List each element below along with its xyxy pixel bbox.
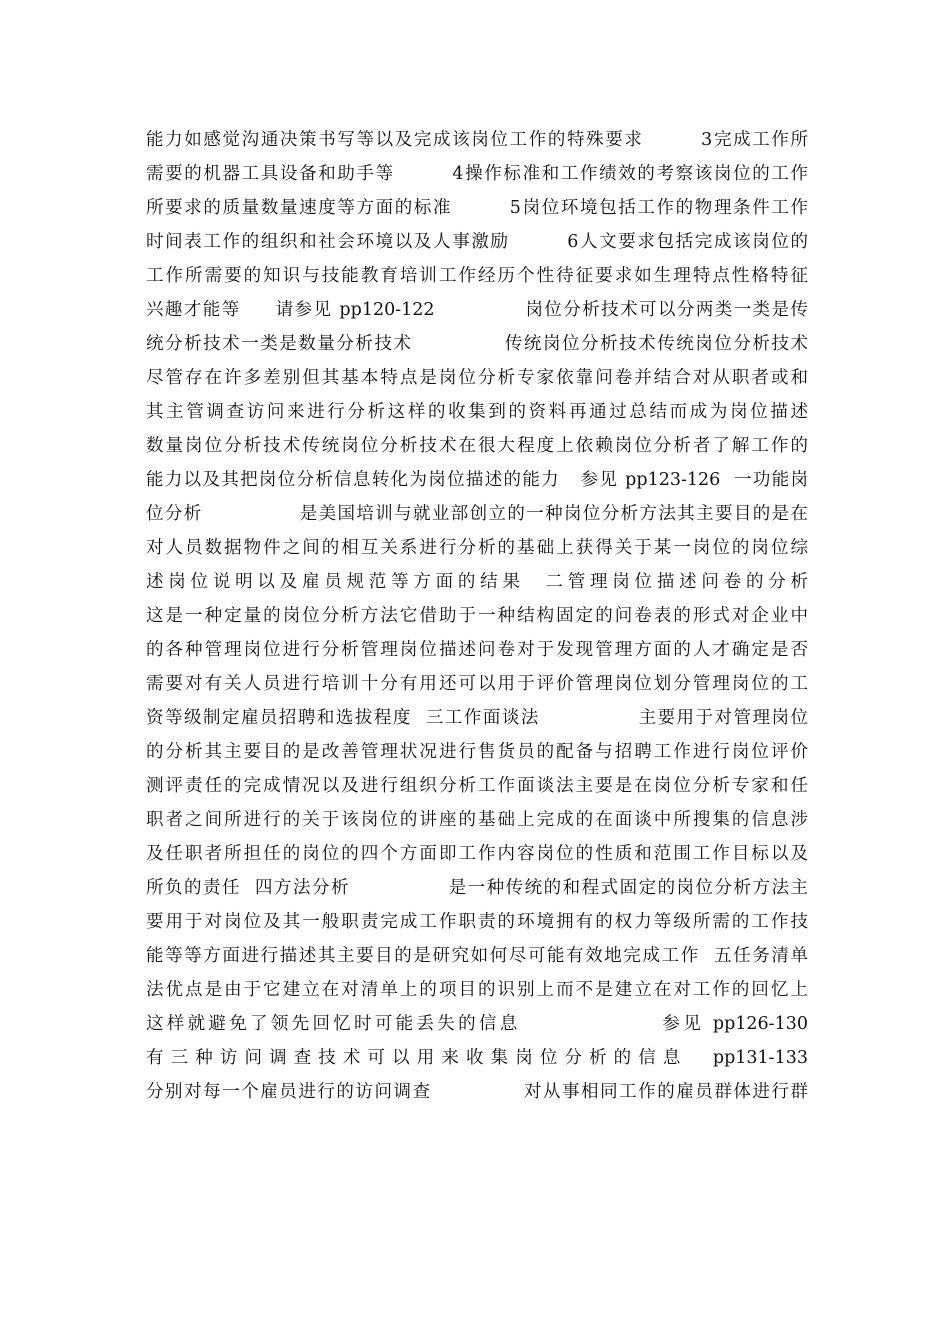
- text-line: 尽管存在许多差别但其基本特点是岗位分析专家依靠问卷并结合对从职者或和: [146, 368, 808, 388]
- text-line: 统分析技术一类是数量分析技术 传统岗位分析技术传统岗位分析技术: [146, 334, 808, 354]
- text-line: 述岗位说明以及雇员规范等方面的结果 二管理岗位描述问卷的分析: [146, 572, 808, 592]
- text-line: 工作所需要的知识与技能教育培训工作经历个性待征要求如生理特点性格特征: [146, 266, 808, 286]
- text-line: 分别对每一个雇员进行的访问调查 对从事相同工作的雇员群体进行群: [146, 1082, 808, 1102]
- text-line: 测评责任的完成情况以及进行组织分析工作面谈法主要是在岗位分析专家和任: [146, 776, 808, 796]
- text-line: 能等等方面进行描述其主要目的是研究如何尽可能有效地完成工作 五任务清单: [146, 946, 808, 966]
- text-line: 兴趣才能等 请参见 pp120-122 岗位分析技术可以分两类一类是传: [146, 300, 808, 320]
- text-line: 的各种管理岗位进行分析管理岗位描述问卷对于发现管理方面的人才确定是否: [146, 640, 808, 660]
- text-line: 其主管调查访问来进行分析这样的收集到的资料再通过总结而成为岗位描述: [146, 402, 808, 422]
- text-line: 有三种访问调查技术可以用来收集岗位分析的信息 pp131-133: [146, 1048, 808, 1068]
- text-line: 及任职者所担任的岗位的四个方面即工作内容岗位的性质和范围工作目标以及: [146, 844, 808, 864]
- text-line: 要用于对岗位及其一般职责完成工作职责的环境拥有的权力等级所需的工作技: [146, 912, 808, 932]
- text-line: 的分析其主要目的是改善管理状况进行售货员的配备与招聘工作进行岗位评价: [146, 742, 808, 762]
- text-line: 职者之间所进行的关于该岗位的讲座的基础上完成的在面谈中所搜集的信息涉: [146, 810, 808, 830]
- text-line: 能力如感觉沟通决策书写等以及完成该岗位工作的特殊要求 3完成工作所: [146, 130, 808, 150]
- text-line: 资等级制定雇员招聘和选拔程度 三工作面谈法 主要用于对管理岗位: [146, 708, 808, 728]
- text-line: 位分析 是美国培训与就业部创立的一种岗位分析方法其主要目的是在: [146, 504, 808, 524]
- text-line: 对人员数据物件之间的相互关系进行分析的基础上获得关于某一岗位的岗位综: [146, 538, 808, 558]
- text-line: 能力以及其把岗位分析信息转化为岗位描述的能力 参见 pp123-126 一功能岗: [146, 470, 808, 490]
- body-text: [146, 123, 808, 1109]
- text-line: 所负的责任 四方法分析 是一种传统的和程式固定的岗位分析方法主: [146, 878, 808, 898]
- text-line: 法优点是由于它建立在对清单上的项目的识别上而不是建立在对工作的回忆上: [146, 980, 808, 1000]
- text-line: 需要对有关人员进行培训十分有用还可以用于评价管理岗位划分管理岗位的工: [146, 674, 808, 694]
- text-line: 需要的机器工具设备和助手等 4操作标准和工作绩效的考察该岗位的工作: [146, 164, 808, 184]
- text-line: 数量岗位分析技术传统岗位分析技术在很大程度上依赖岗位分析者了解工作的: [146, 436, 808, 456]
- text-line: 这是一种定量的岗位分析方法它借助于一种结构固定的问卷表的形式对企业中: [146, 606, 808, 626]
- text-line: 时间表工作的组织和社会环境以及人事激励 6人文要求包括完成该岗位的: [146, 232, 808, 252]
- text-line: 这样就避免了领先回忆时可能丢失的信息 参见 pp126-130: [146, 1014, 808, 1034]
- text-line: 所要求的质量数量速度等方面的标准 5岗位环境包括工作的物理条件工作: [146, 198, 808, 218]
